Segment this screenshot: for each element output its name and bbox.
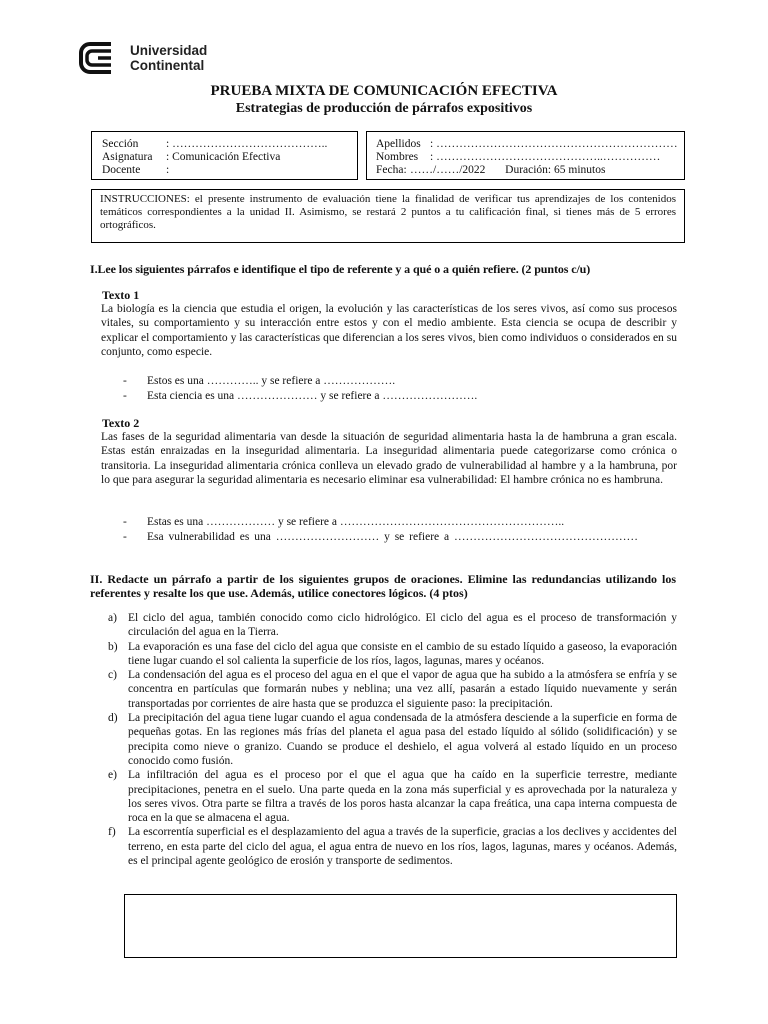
list-item: a) El ciclo del agua, también conocido como ciclo hidrológico. El ciclo del agua es el proceso de transformación y circulación del agua en la Tierra. <box>108 612 677 639</box>
list-item: c) La condensación del agua es el proceso del agua en el que el vapor de agua que ha subido a la atmósfera se enfría y se concentra en partículas que formarán nubes y neblina; una vez allí, pasarán a estado líquido nuevamente y serán transportadas por corrientes de aire hasta que se produzca el siguiente paso: la precipitación. <box>108 669 677 710</box>
texto-2-title: Texto 2 <box>102 416 140 430</box>
answer-box[interactable] <box>124 894 677 958</box>
university-logo <box>78 40 238 80</box>
texto-1-title: Texto 1 <box>102 288 140 302</box>
subject-field[interactable]: Asignatura : Comunicación Efectiva <box>102 151 281 163</box>
teacher-field[interactable]: Docente : <box>102 164 170 176</box>
list-item: e) La infiltración del agua es el proceso por el que el agua que ha caído en la superficie terrestre, mediante precipitaciones, penetra en el suelo. Una parte queda en la zona más superficial y es aprovechada por la naturaleza y los seres vivos. Otra parte se filtra a través de los poros hasta alcanzar la capa freática, una capa interna compuesta de roca en la que se almacena el agua. <box>108 769 677 825</box>
sentence-groups-list <box>108 611 677 868</box>
instructions-box <box>91 189 685 243</box>
student-info-box <box>366 131 685 180</box>
section-field[interactable]: Sección : ………………………………….. <box>102 138 328 150</box>
list-item: d) La precipitación del agua tiene lugar cuando el agua condensada de la atmósfera desciende a la superficie en forma de pequeñas gotas. En las regiones más frías del planeta el agua pasa del estado líquido al sólido (solidificación) y se precipita como nieve o granizo. Cuando se produce el deshielo, el agua volverá al estado líquido en un proceso conocido como fusión. <box>108 712 677 767</box>
surname-field[interactable]: Apellidos : ……………………………………………………… <box>376 138 678 150</box>
instructions-text: INSTRUCCIONES: el presente instrumento de evaluación tiene la finalidad de verificar tus aprendizajes de los contenidos temáticos correspondientes a la unidad II. Asimismo, se restará 2 puntos a tu calificación final, si tienes más de 5 errores ortográficos. <box>100 193 676 231</box>
page-subtitle: Estrategias de producción de párrafos expositivos <box>235 101 533 116</box>
course-info-box <box>91 131 358 180</box>
texto-2-question-2[interactable]: - Esa vulnerabilidad es una ……………………… y se refiere a ………………………………………… <box>123 531 639 543</box>
list-item: f) La escorrentía superficial es el desplazamiento del agua a través de la superficie, gracias a los declives y accidentes del terreno, en esta parte del ciclo del agua, el agua entra de nuevo en los ríos, lagos, lagunas, mares y océanos. Además, es el principal agente geológico de erosión y transporte de sedimentos. <box>108 826 677 868</box>
duration-label: Duración: <box>505 164 552 176</box>
date-field[interactable]: Fecha: ……/……/2022 Duración: 65 minutos <box>376 164 606 176</box>
continental-logo-icon <box>78 40 114 76</box>
texto-2-paragraph: Las fases de la seguridad alimentaria van desde la situación de seguridad alimentaria hasta la de hambruna a gran escala. Estas están enraizadas en la inseguridad alimentaria. La inseguridad alimentaria puede categorizarse como crónica o transitoria. La inseguridad alimentaria crónica conlleva un elevado grado de vulnerabilidad al hambre y a la hambruna, por lo que para asegurar la seguridad alimentaria es necesario eliminar esa vulnerabilidad: El hambre crónica no es hambruna. <box>101 431 677 486</box>
duration-value: 65 minutos <box>554 164 606 176</box>
page-title: PRUEBA MIXTA DE COMUNICACIÓN EFECTIVA <box>210 83 558 99</box>
section-2-heading: II. Redacte un párrafo a partir de los siguientes grupos de oraciones. Elimine las redundancias utilizando los referentes y resalte los que use. Además, utilice conectores lógicos. (4 ptos) <box>90 572 676 600</box>
university-name: Universidad Continental <box>130 43 208 73</box>
texto-1-paragraph: La biología es la ciencia que estudia el origen, la evolución y las características de los seres vivos, así como sus procesos vitales, su comportamiento y su interacción entre estos y con el medio ambiente. Esta ciencia se ocupa de describir y explicar el comportamiento y las características que diferencian a los seres vivos, bien como individuos o considerados en su conjunto, como especie. <box>101 303 677 358</box>
texto-1-question-1[interactable]: - Estos es una ………….. y se refiere a ………………. <box>123 375 396 387</box>
name-field[interactable]: Nombres : ……………………………………..…………… <box>376 151 661 163</box>
section-1-heading: I.Lee los siguientes párrafos e identifique el tipo de referente y a qué o a quién refiere. (2 puntos c/u) <box>90 262 591 276</box>
texto-1-question-2[interactable]: - Esta ciencia es una ………………… y se refiere a ……………………. <box>123 390 478 402</box>
list-item: b) La evaporación es una fase del ciclo del agua que consiste en el cambio de su estado líquido a gaseoso, la evaporación tiene lugar cuando el sol calienta la superficie de los ríos, lagos, lagunas, mares y océanos. <box>108 640 677 667</box>
texto-2-question-1[interactable]: - Estas es una ……………… y se refiere a ………………………………………………….. <box>123 516 565 528</box>
